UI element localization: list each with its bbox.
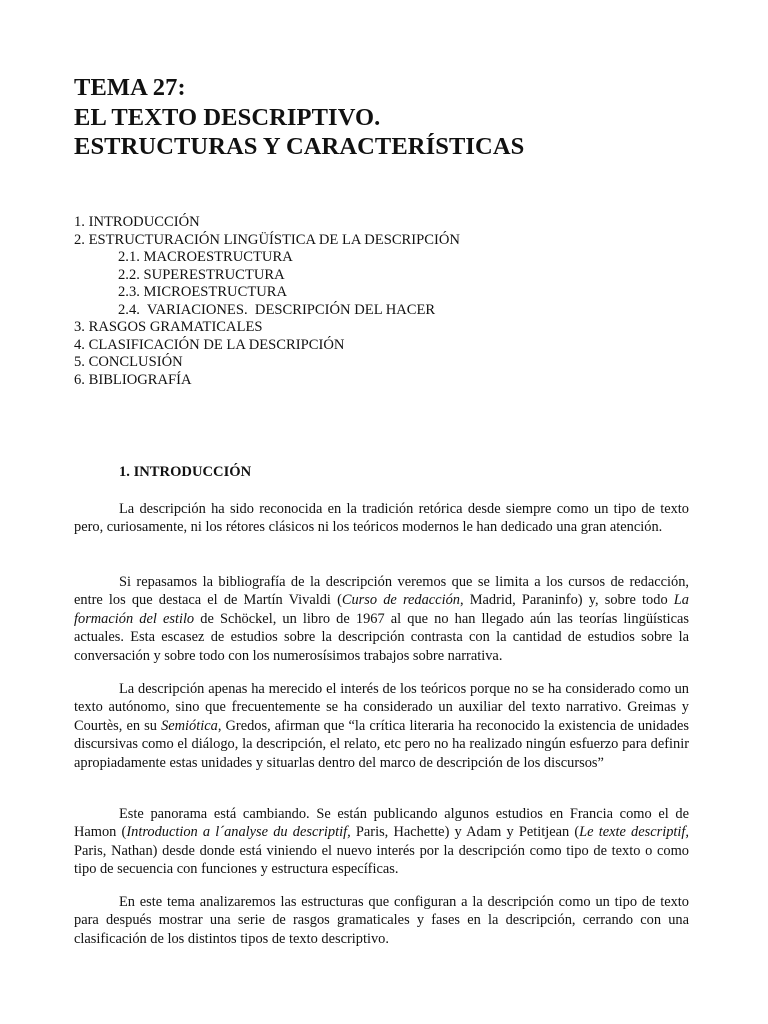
toc-item: 3. RASGOS GRAMATICALES <box>74 319 263 335</box>
paragraph-5: En este tema analizaremos las estructuras que configuran a la descripción como un tipo de texto para después mostrar una serie de rasgos gramaticales y fases en la descripción, cerrando con una clasificación de los distintos tipos de texto descriptivo. <box>74 894 689 947</box>
table-of-contents <box>74 214 460 389</box>
paragraph-2-text: Si repasamos la bibliografía de la descripción veremos que se limita a los cursos de redacción, entre los que destaca el de Martín Vivaldi ( <box>74 574 689 609</box>
paragraph-4 <box>74 805 689 879</box>
toc-subitem: 2.2. SUPERESTRUCTURA <box>118 266 285 283</box>
paragraph-2-text: de Schöckel, un libro de 1967 al que no han llegado aún las teorías lingüísticas actuales. Esta escasez de estudios sobre la descripción contrasta con la cantidad de estudios sobre la conversación y sobre todo con los numerosísimos trabajos sobre narrativa. <box>74 610 689 664</box>
paragraph-4-text: Este panorama está cambiando. Se están publicando algunos estudios en Francia como el de Hamon ( <box>74 806 689 841</box>
paragraph-3 <box>74 680 689 772</box>
paragraph-3-text: La descripción apenas ha merecido el interés de los teóricos porque no se ha considerado como un texto autónomo, sino que frecuentemente se ha considerado un auxiliar del texto narrativo. Greimas y Courtès, en su <box>74 681 689 734</box>
toc-item: 1. INTRODUCCIÓN <box>74 214 200 230</box>
title-line-3: ESTRUCTURAS Y CARACTERÍSTICAS <box>74 133 525 160</box>
page-title <box>74 73 524 162</box>
paragraph-4-text: Paris, Nathan) desde donde está viniendo el nuevo interés por la descripción como tipo de texto o como tipo de secuencia con funciones y estructura específicas. <box>74 842 689 878</box>
toc-item: 5. CONCLUSIÓN <box>74 354 183 370</box>
paragraph-2-text: , Madrid, Paraninfo) y, sobre todo <box>459 592 674 609</box>
toc-subitem: 2.4. VARIACIONES. DESCRIPCIÓN DEL HACER <box>118 301 436 318</box>
book-title-texte-descriptif: Le texte descriptif, <box>579 824 689 841</box>
paragraph-2 <box>74 573 689 665</box>
title-line-1: TEMA 27: <box>74 74 186 101</box>
toc-item: 6. BIBLIOGRAFÍA <box>74 371 192 388</box>
paragraph-4-text: Paris, Hachette) y Adam y Petitjean ( <box>350 824 580 841</box>
toc-subitem: 2.1. MACROESTRUCTURA <box>118 249 293 265</box>
toc-subitem: 2.3. MICROESTRUCTURA <box>118 284 288 300</box>
toc-item: 4. CLASIFICACIÓN DE LA DESCRIPCIÓN <box>74 336 345 353</box>
section-heading: 1. INTRODUCCIÓN <box>119 464 252 480</box>
book-title-introduction: Introduction a l´analyse du descriptif, <box>126 824 351 841</box>
toc-item: 2. ESTRUCTURACIÓN LINGÜÍSTICA DE LA DESCRIPCIÓN <box>74 231 460 248</box>
paragraph-1: La descripción ha sido reconocida en la tradición retórica desde siempre como un tipo de texto pero, curiosamente, ni los rétores clásicos ni los teóricos modernos le han dedicado una gran atención. <box>74 501 689 536</box>
book-title-curso: Curso de redacción <box>341 592 460 609</box>
book-title-formacion: La formación del estilo <box>74 592 689 627</box>
paragraph-3-text: , Gredos, afirman que “la crítica literaria ha reconocido la existencia de unidades discursivas como el diálogo, la descripción, el relato, etc pero no ha realizado ningún esfuerzo para definir apropiadamente estas unidades y situarlas dentro del marco de descripción de los discursos” <box>74 717 689 771</box>
book-title-semiotica: Semiótica <box>161 717 218 734</box>
title-line-2: EL TEXTO DESCRIPTIVO. <box>74 103 381 131</box>
